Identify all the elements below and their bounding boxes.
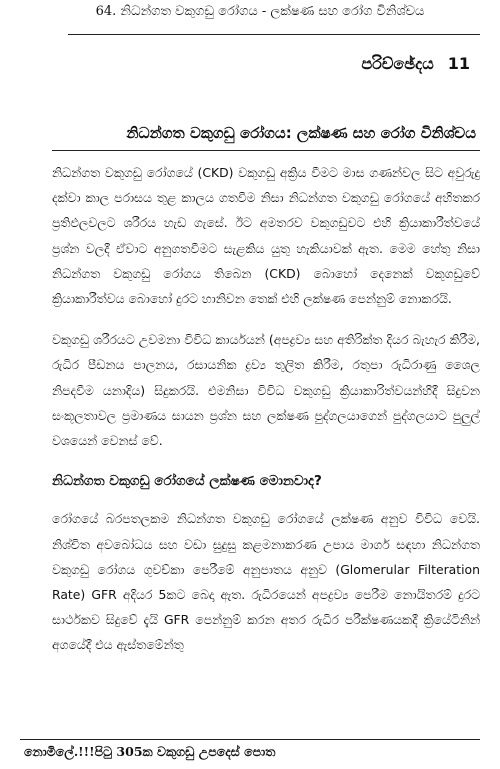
footer-rule [20, 739, 480, 740]
section-subheading: නිධන්ගත වකුගඩු රෝගයේ ලක්ෂණ මොනවාද? [52, 473, 322, 490]
paragraph-1: නිධන්ගත වකුගඩු රෝගයේ (CKD) වකුගඩු අක්‍රිය වීමට මාස ගණන්වල සිට අවුරුදු දක්වා කාල පරාසය තුළ කාලය ගතවීම නිසා නිධන්ගත වකුගඩු රෝගයේ අහිතකර ප්‍රතිඵලවලට ශරීරය හැඩ ගැසේ. ඊට අමතරව වකුගඩුවට එහි ක්‍රියාකාරීත්වයේ ප්‍රශ්න වලදී ඒවාට අනුගතවීමට සැළකිය යුතු හැකියාවක් ඇත. මෙම හේතු නිසා නිධන්ගත වකුගඩු රෝගය තිබෙන (CKD) බොහෝ දෙනෙක් වකුගඩුවේ ක්‍රියාකාරීත්වය බොහෝ දුරට හානිවන තෙක් එහි ලක්ෂණ පෙන්නුම් නොකරයි. [52, 165, 480, 307]
title-rule [52, 150, 480, 151]
chapter-title-block [52, 124, 480, 151]
paragraph-3: රෝගයේ බරපතලකම නිධන්ගත වකුගඩු රෝගයේ ලක්ෂණ අනුව විවිධ වෙයි. නිශ්චිත අවබෝධය සහ වඩා සුදුසු කළමනාකරණ උපාය මාර්ග සඳහා නිධන්ගත වකුගඩු රෝගය ගුවච්කා පෙරීමේ අනුපාතය අනුව (Glomerular Filteration Rate) GFR අදියර 5කට බෙදා ඇත. රුධිරයෙන් අපද්‍රව්‍ය පෙරීම නොයිතරම් දුරට සාර්ථකව සිදුවේ දැයි GFR පෙන්නුම් කරන අතර රුධිර පරීක්ෂණයකදී ක්‍රියේටිනින් අගයේදී එය ඇස්තමේන්තු [52, 511, 480, 653]
chapter-label: පරිච්ඡේදය [361, 54, 434, 73]
paragraph-2: වකුගඩු ශරීරයට උවමනා විවිධ කාර්යයන් (අපද්‍රව්‍ය සහ අතිරික්ත දියර බැහැර කිරීම, රුධිර පීඩනය පාලනය, රසායනික ද්‍රව්‍ය තුලිත කිරීම, රතුපා රුධිරාණු ශෛල නිපදවීම යනාදිය) සිදුකරයි. එමනිසා විවිධ වකුගඩු ක්‍රියාකාරිත්වයන්හිදී සිදුවන සංකූලතාවල ප්‍රමාණය සායන ප්‍රශ්න සහ ලක්ෂණ පුද්ගලයාගෙන් පුද්ගලයාට පුලුල් වශයෙන් වෙනස් වේ. [52, 332, 480, 449]
chapter-number: 11 [447, 54, 470, 73]
running-header: 64. නිධන්ගත වකුගඩු රෝගය - ලක්ෂණ සහ රෝග විනිශ්චය [95, 4, 425, 19]
footer-text: නොමිලේ.!!!පිටු 305ක වකුගඩු උපදෙස් පොත [24, 744, 276, 759]
chapter-heading [361, 54, 470, 74]
header-rule [68, 34, 480, 35]
chapter-title: නිධන්ගත වකුගඩු රෝගය: ලක්ෂණ සහ රෝග විනිශ්චය [126, 124, 476, 142]
body-text [52, 160, 480, 658]
